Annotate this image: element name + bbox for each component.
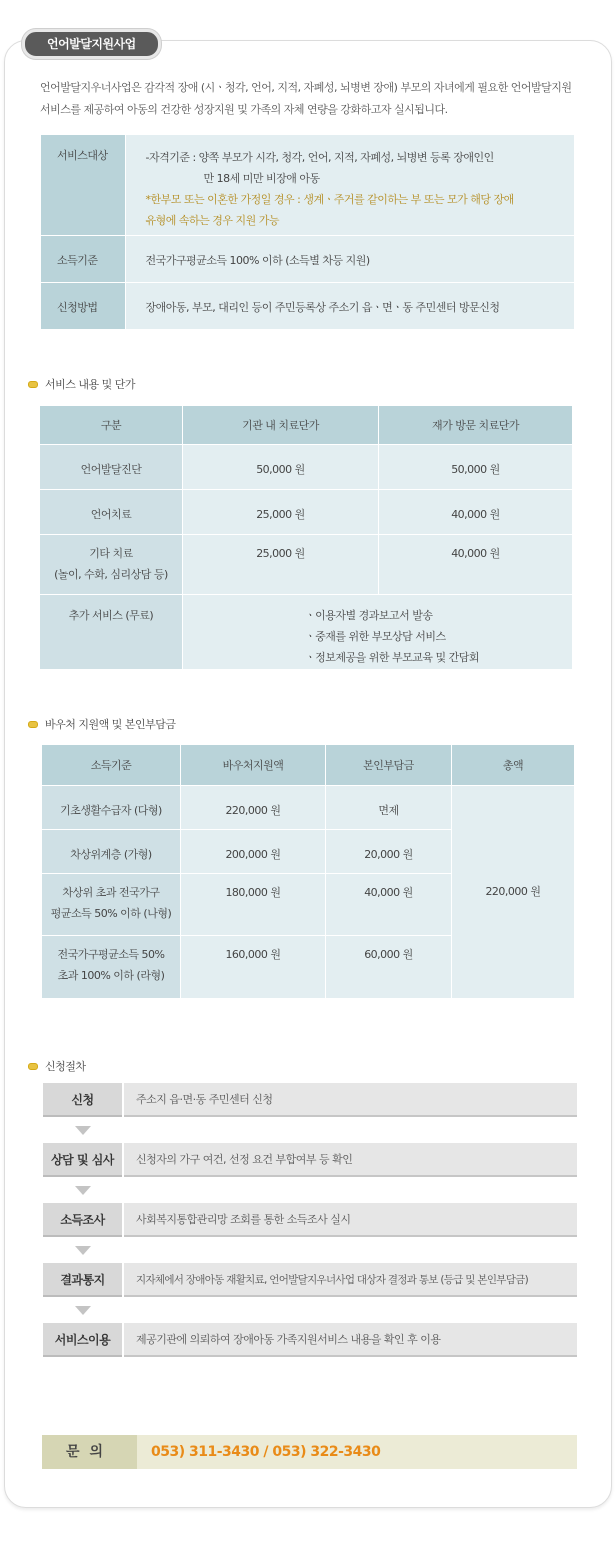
procedure-heading <box>28 1058 86 1074</box>
voucher-income-level <box>42 874 181 936</box>
voucher-income-line: 초과 100% 이하 (라형) <box>57 969 165 982</box>
arrow-down-icon <box>75 1126 91 1135</box>
service-name: 언어치료 <box>40 490 183 535</box>
voucher-support: 200,000 원 <box>181 830 326 874</box>
apply-label: 신청방법 <box>41 282 125 329</box>
target-line: 만 18세 미만 비장애 아동 <box>203 172 320 185</box>
voucher-header: 소득기준 <box>42 745 181 786</box>
procedure-step <box>43 1203 577 1237</box>
arrow-down-icon <box>75 1186 91 1195</box>
service-home-price: 40,000 원 <box>379 535 573 595</box>
extra-service-item: ㆍ정보제공을 위한 부모교육 및 간담회 <box>305 651 480 664</box>
contact-box <box>42 1435 577 1469</box>
service-name-line: 기타 치료 <box>89 547 133 560</box>
overview-row-apply <box>41 282 574 329</box>
voucher-support: 160,000 원 <box>181 936 326 998</box>
step-label: 소득조사 <box>43 1203 122 1237</box>
voucher-row <box>42 786 575 830</box>
voucher-income-level <box>42 936 181 998</box>
extra-service-label: 추가 서비스 (무료) <box>40 595 183 670</box>
services-row <box>40 445 573 490</box>
arrow-down-icon <box>75 1306 91 1315</box>
service-inst-price: 25,000 원 <box>183 535 379 595</box>
voucher-support: 180,000 원 <box>181 874 326 936</box>
services-header: 기관 내 치료단가 <box>183 406 379 445</box>
target-label: 서비스대상 <box>41 135 125 235</box>
procedure-step <box>43 1263 577 1297</box>
procedure-heading-text: 신청절차 <box>45 1060 86 1073</box>
step-description: 주소지 읍·면·동 주민센터 신청 <box>124 1083 577 1117</box>
voucher-income-line: 전국가구평균소득 50% <box>57 948 165 961</box>
services-row-extra <box>40 595 573 670</box>
voucher-total: 220,000 원 <box>452 786 575 998</box>
step-description: 지자체에서 장애아동 재활치료, 언어발달지우너사업 대상자 결정과 통보 (등급 및 본인부담금) <box>124 1263 577 1297</box>
overview-row-target <box>41 135 574 235</box>
services-table <box>40 406 573 669</box>
target-value <box>125 135 574 235</box>
service-inst-price: 50,000 원 <box>183 445 379 490</box>
voucher-self-pay: 40,000 원 <box>326 874 452 936</box>
intro-line: 언어발달지우너사업은 감각적 장애 (시ㆍ청각, 언어, 지적, 자폐성, 뇌병변 장애) 부모의 자녀에게 필요한 언어발달지원 <box>40 81 572 94</box>
contact-label: 문의 <box>42 1435 137 1469</box>
bullet-icon <box>28 381 38 388</box>
income-label: 소득기준 <box>41 235 125 282</box>
services-heading-text: 서비스 내용 및 단가 <box>45 378 135 391</box>
voucher-self-pay: 20,000 원 <box>326 830 452 874</box>
service-home-price: 50,000 원 <box>379 445 573 490</box>
services-header: 재가 방문 치료단가 <box>379 406 573 445</box>
voucher-self-pay: 면제 <box>326 786 452 830</box>
extra-service-item: ㆍ중재를 위한 부모상담 서비스 <box>305 630 446 643</box>
voucher-self-pay: 60,000 원 <box>326 936 452 998</box>
step-label: 신청 <box>43 1083 122 1117</box>
voucher-table <box>42 745 575 998</box>
services-row <box>40 490 573 535</box>
extra-service-item: ㆍ이용자별 경과보고서 발송 <box>305 609 433 622</box>
contact-phone: 053) 311-3430 / 053) 322-3430 <box>137 1435 577 1469</box>
overview-row-income <box>41 235 574 282</box>
step-description: 사회복지통합관리망 조회를 통한 소득조사 실시 <box>124 1203 577 1237</box>
service-name-line: (놀이, 수화, 심리상담 등) <box>54 568 168 581</box>
voucher-income-line: 평균소득 50% 이하 (나형) <box>50 907 172 920</box>
bullet-icon <box>28 1063 38 1070</box>
services-header: 구분 <box>40 406 183 445</box>
apply-value: 장애아동, 부모, 대리인 등이 주민등록상 주소기 읍ㆍ면ㆍ동 주민센터 방문신청 <box>125 282 574 329</box>
voucher-income-line: 차상위 초과 전국가구 <box>62 886 160 899</box>
page-title: 언어발달지원사업 <box>22 29 161 59</box>
arrow-down-icon <box>75 1246 91 1255</box>
step-description: 신청자의 가구 여건, 선정 요건 부합여부 등 확인 <box>124 1143 577 1177</box>
voucher-header: 총액 <box>452 745 575 786</box>
overview-table <box>41 135 574 330</box>
target-line: -자격기준 : 양쪽 부모가 시각, 청각, 언어, 지적, 자폐성, 뇌병변 등록 장애인인 <box>145 151 494 164</box>
voucher-income-level: 차상위계층 (가형) <box>42 830 181 874</box>
service-home-price: 40,000 원 <box>379 490 573 535</box>
step-description: 제공기관에 의뢰하여 장애아동 가족지원서비스 내용을 확인 후 이용 <box>124 1323 577 1357</box>
voucher-header-row <box>42 745 575 786</box>
services-row <box>40 535 573 595</box>
voucher-support: 220,000 원 <box>181 786 326 830</box>
voucher-header: 바우처지원액 <box>181 745 326 786</box>
bullet-icon <box>28 721 38 728</box>
voucher-heading-text: 바우처 지원액 및 본인부담금 <box>45 718 176 731</box>
step-label: 결과통지 <box>43 1263 122 1297</box>
voucher-header: 본인부담금 <box>326 745 452 786</box>
target-note: *한부모 또는 이혼한 가정일 경우 : 생계ㆍ주거를 같이하는 부 또는 모가 해당 장애 <box>145 193 514 206</box>
intro-text <box>40 77 580 121</box>
step-label: 상담 및 심사 <box>43 1143 122 1177</box>
voucher-income-level: 기초생활수급자 (다형) <box>42 786 181 830</box>
services-heading <box>28 376 135 392</box>
services-header-row <box>40 406 573 445</box>
target-note: 유형에 속하는 경우 지원 가능 <box>145 214 279 227</box>
income-value: 전국가구평균소득 100% 이하 (소득별 차등 지원) <box>125 235 574 282</box>
intro-line: 서비스를 제공하여 아동의 건강한 성장지원 및 가족의 자체 연량을 강화하고자 실시됩니다. <box>40 103 448 116</box>
step-label: 서비스이용 <box>43 1323 122 1357</box>
service-inst-price: 25,000 원 <box>183 490 379 535</box>
procedure-step <box>43 1083 577 1117</box>
voucher-heading <box>28 716 176 732</box>
procedure-step <box>43 1143 577 1177</box>
service-name <box>40 535 183 595</box>
service-name: 언어발달진단 <box>40 445 183 490</box>
procedure-step <box>43 1323 577 1357</box>
extra-service-list <box>183 595 573 670</box>
